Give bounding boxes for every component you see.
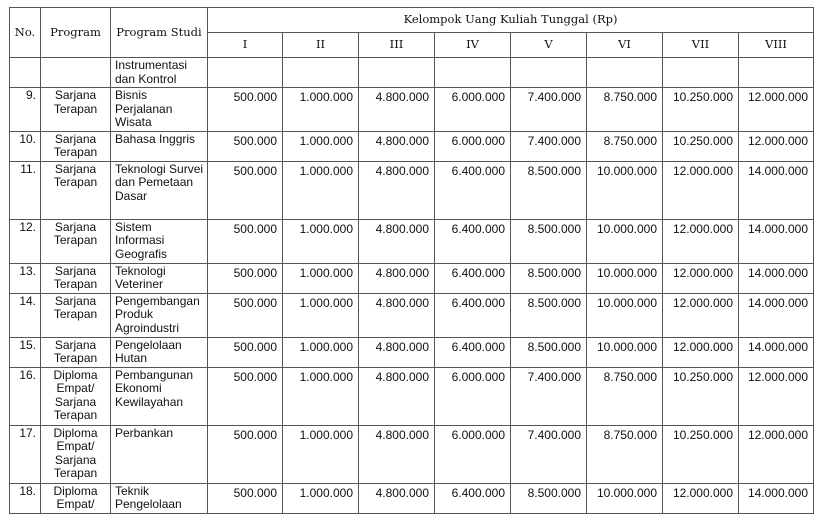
cell-program-studi: Pengelolaan Hutan [111, 337, 208, 367]
cell-no: 10. [10, 131, 41, 161]
cell-value: 500.000 [208, 337, 283, 367]
cell-value: 7.400.000 [511, 88, 587, 132]
cell-empty [283, 58, 359, 88]
table-row [10, 161, 814, 219]
header-group-iv: IV [435, 33, 511, 58]
cell-program-studi: Pengembangan Produk Agroindustri [111, 293, 208, 337]
cell-value: 500.000 [208, 88, 283, 132]
cell-no: 12. [10, 219, 41, 263]
cell-value: 4.800.000 [359, 263, 435, 293]
cell-value: 10.000.000 [587, 161, 663, 219]
cell-value: 4.800.000 [359, 161, 435, 219]
table-row [10, 483, 814, 513]
cell-value: 8.500.000 [511, 483, 587, 513]
cell-program: Sarjana Terapan [41, 131, 111, 161]
cell-value: 14.000.000 [739, 263, 814, 293]
cell-value: 7.400.000 [511, 425, 587, 483]
cell-value: 1.000.000 [283, 337, 359, 367]
header-group-title: Kelompok Uang Kuliah Tunggal (Rp) [208, 8, 814, 33]
cell-value: 1.000.000 [283, 425, 359, 483]
cell-value: 6.400.000 [435, 161, 511, 219]
cell-program: Diploma Empat/ [41, 483, 111, 513]
cell-no: 18. [10, 483, 41, 513]
cell-program-studi: Bisnis Perjalanan Wisata [111, 88, 208, 132]
table-row [10, 263, 814, 293]
cell-value: 14.000.000 [739, 337, 814, 367]
cell-value: 8.750.000 [587, 425, 663, 483]
table-row [10, 367, 814, 425]
cell-value: 500.000 [208, 131, 283, 161]
cell-value: 7.400.000 [511, 131, 587, 161]
header-no: No. [10, 8, 41, 58]
cell-value: 1.000.000 [283, 131, 359, 161]
cell-program-studi: Sistem Informasi Geografis [111, 219, 208, 263]
cell-empty [739, 58, 814, 88]
cell-empty [663, 58, 739, 88]
header-program: Program [41, 8, 111, 58]
table-row [10, 337, 814, 367]
cell-value: 8.500.000 [511, 263, 587, 293]
cell-program: Sarjana Terapan [41, 263, 111, 293]
table-row-continuation [10, 58, 814, 88]
cell-program-studi: Teknik Pengelolaan [111, 483, 208, 513]
cell-value: 500.000 [208, 161, 283, 219]
cell-empty [10, 58, 41, 88]
cell-value: 14.000.000 [739, 293, 814, 337]
cell-program-studi: Bahasa Inggris [111, 131, 208, 161]
header-group-iii: III [359, 33, 435, 58]
cell-program: Sarjana Terapan [41, 161, 111, 219]
cell-value: 4.800.000 [359, 219, 435, 263]
cell-value: 12.000.000 [663, 161, 739, 219]
table-body [10, 58, 814, 514]
cell-value: 10.000.000 [587, 337, 663, 367]
cell-value: 6.400.000 [435, 483, 511, 513]
cell-value: 4.800.000 [359, 131, 435, 161]
table-row [10, 293, 814, 337]
header-group-ii: II [283, 33, 359, 58]
cell-program: Diploma Empat/ Sarjana Terapan [41, 425, 111, 483]
cell-value: 12.000.000 [739, 425, 814, 483]
cell-value: 500.000 [208, 425, 283, 483]
cell-value: 8.500.000 [511, 337, 587, 367]
cell-value: 14.000.000 [739, 483, 814, 513]
cell-program: Sarjana Terapan [41, 293, 111, 337]
header-group-v: V [511, 33, 587, 58]
cell-value: 12.000.000 [663, 483, 739, 513]
cell-value: 8.750.000 [587, 88, 663, 132]
header-group-vii: VII [663, 33, 739, 58]
cell-program: Sarjana Terapan [41, 219, 111, 263]
cell-value: 10.000.000 [587, 293, 663, 337]
table-row [10, 425, 814, 483]
cell-value: 4.800.000 [359, 337, 435, 367]
cell-value: 6.000.000 [435, 425, 511, 483]
header-group-vi: VI [587, 33, 663, 58]
cell-value: 10.250.000 [663, 88, 739, 132]
cell-value: 4.800.000 [359, 367, 435, 425]
cell-value: 6.400.000 [435, 293, 511, 337]
cell-value: 12.000.000 [663, 337, 739, 367]
cell-no: 17. [10, 425, 41, 483]
cell-value: 10.250.000 [663, 131, 739, 161]
cell-no: 11. [10, 161, 41, 219]
cell-value: 10.000.000 [587, 263, 663, 293]
cell-value: 1.000.000 [283, 88, 359, 132]
cell-value: 6.000.000 [435, 131, 511, 161]
cell-empty [511, 58, 587, 88]
cell-value: 10.000.000 [587, 483, 663, 513]
cell-value: 1.000.000 [283, 483, 359, 513]
header-group-i: I [208, 33, 283, 58]
cell-value: 500.000 [208, 263, 283, 293]
cell-value: 10.250.000 [663, 367, 739, 425]
cell-value: 12.000.000 [663, 219, 739, 263]
cell-value: 1.000.000 [283, 293, 359, 337]
cell-program: Sarjana Terapan [41, 337, 111, 367]
cell-value: 7.400.000 [511, 367, 587, 425]
cell-no: 15. [10, 337, 41, 367]
cell-program: Sarjana Terapan [41, 88, 111, 132]
cell-value: 12.000.000 [739, 131, 814, 161]
table-row [10, 88, 814, 132]
cell-program-studi: Instrumentasi dan Kontrol [111, 58, 208, 88]
cell-value: 10.250.000 [663, 425, 739, 483]
cell-value: 500.000 [208, 219, 283, 263]
cell-value: 4.800.000 [359, 425, 435, 483]
cell-value: 1.000.000 [283, 367, 359, 425]
cell-program-studi: Teknologi Survei dan Pemetaan Dasar [111, 161, 208, 219]
cell-value: 6.000.000 [435, 367, 511, 425]
cell-value: 1.000.000 [283, 263, 359, 293]
cell-value: 8.500.000 [511, 161, 587, 219]
cell-value: 6.000.000 [435, 88, 511, 132]
cell-value: 12.000.000 [739, 367, 814, 425]
cell-no: 9. [10, 88, 41, 132]
header-group-viii: VIII [739, 33, 814, 58]
cell-program-studi: Pembangunan Ekonomi Kewilayahan [111, 367, 208, 425]
cell-value: 4.800.000 [359, 88, 435, 132]
table-row [10, 131, 814, 161]
cell-value: 6.400.000 [435, 337, 511, 367]
cell-value: 14.000.000 [739, 161, 814, 219]
cell-value: 8.750.000 [587, 131, 663, 161]
cell-value: 6.400.000 [435, 263, 511, 293]
cell-value: 4.800.000 [359, 293, 435, 337]
cell-program-studi: Teknologi Veteriner [111, 263, 208, 293]
cell-value: 500.000 [208, 483, 283, 513]
cell-empty [41, 58, 111, 88]
header-program-studi: Program Studi [111, 8, 208, 58]
cell-no: 14. [10, 293, 41, 337]
cell-empty [359, 58, 435, 88]
cell-value: 8.750.000 [587, 367, 663, 425]
cell-empty [208, 58, 283, 88]
cell-empty [587, 58, 663, 88]
cell-value: 12.000.000 [663, 293, 739, 337]
cell-value: 500.000 [208, 367, 283, 425]
cell-no: 13. [10, 263, 41, 293]
cell-value: 14.000.000 [739, 219, 814, 263]
cell-value: 1.000.000 [283, 161, 359, 219]
cell-value: 12.000.000 [663, 263, 739, 293]
cell-value: 6.400.000 [435, 219, 511, 263]
cell-value: 12.000.000 [739, 88, 814, 132]
cell-value: 4.800.000 [359, 483, 435, 513]
cell-no: 16. [10, 367, 41, 425]
cell-value: 10.000.000 [587, 219, 663, 263]
cell-value: 8.500.000 [511, 219, 587, 263]
cell-program: Diploma Empat/ Sarjana Terapan [41, 367, 111, 425]
cell-value: 500.000 [208, 293, 283, 337]
cell-program-studi: Perbankan [111, 425, 208, 483]
cell-empty [435, 58, 511, 88]
tuition-table [9, 7, 814, 514]
cell-value: 1.000.000 [283, 219, 359, 263]
table-row [10, 219, 814, 263]
cell-value: 8.500.000 [511, 293, 587, 337]
